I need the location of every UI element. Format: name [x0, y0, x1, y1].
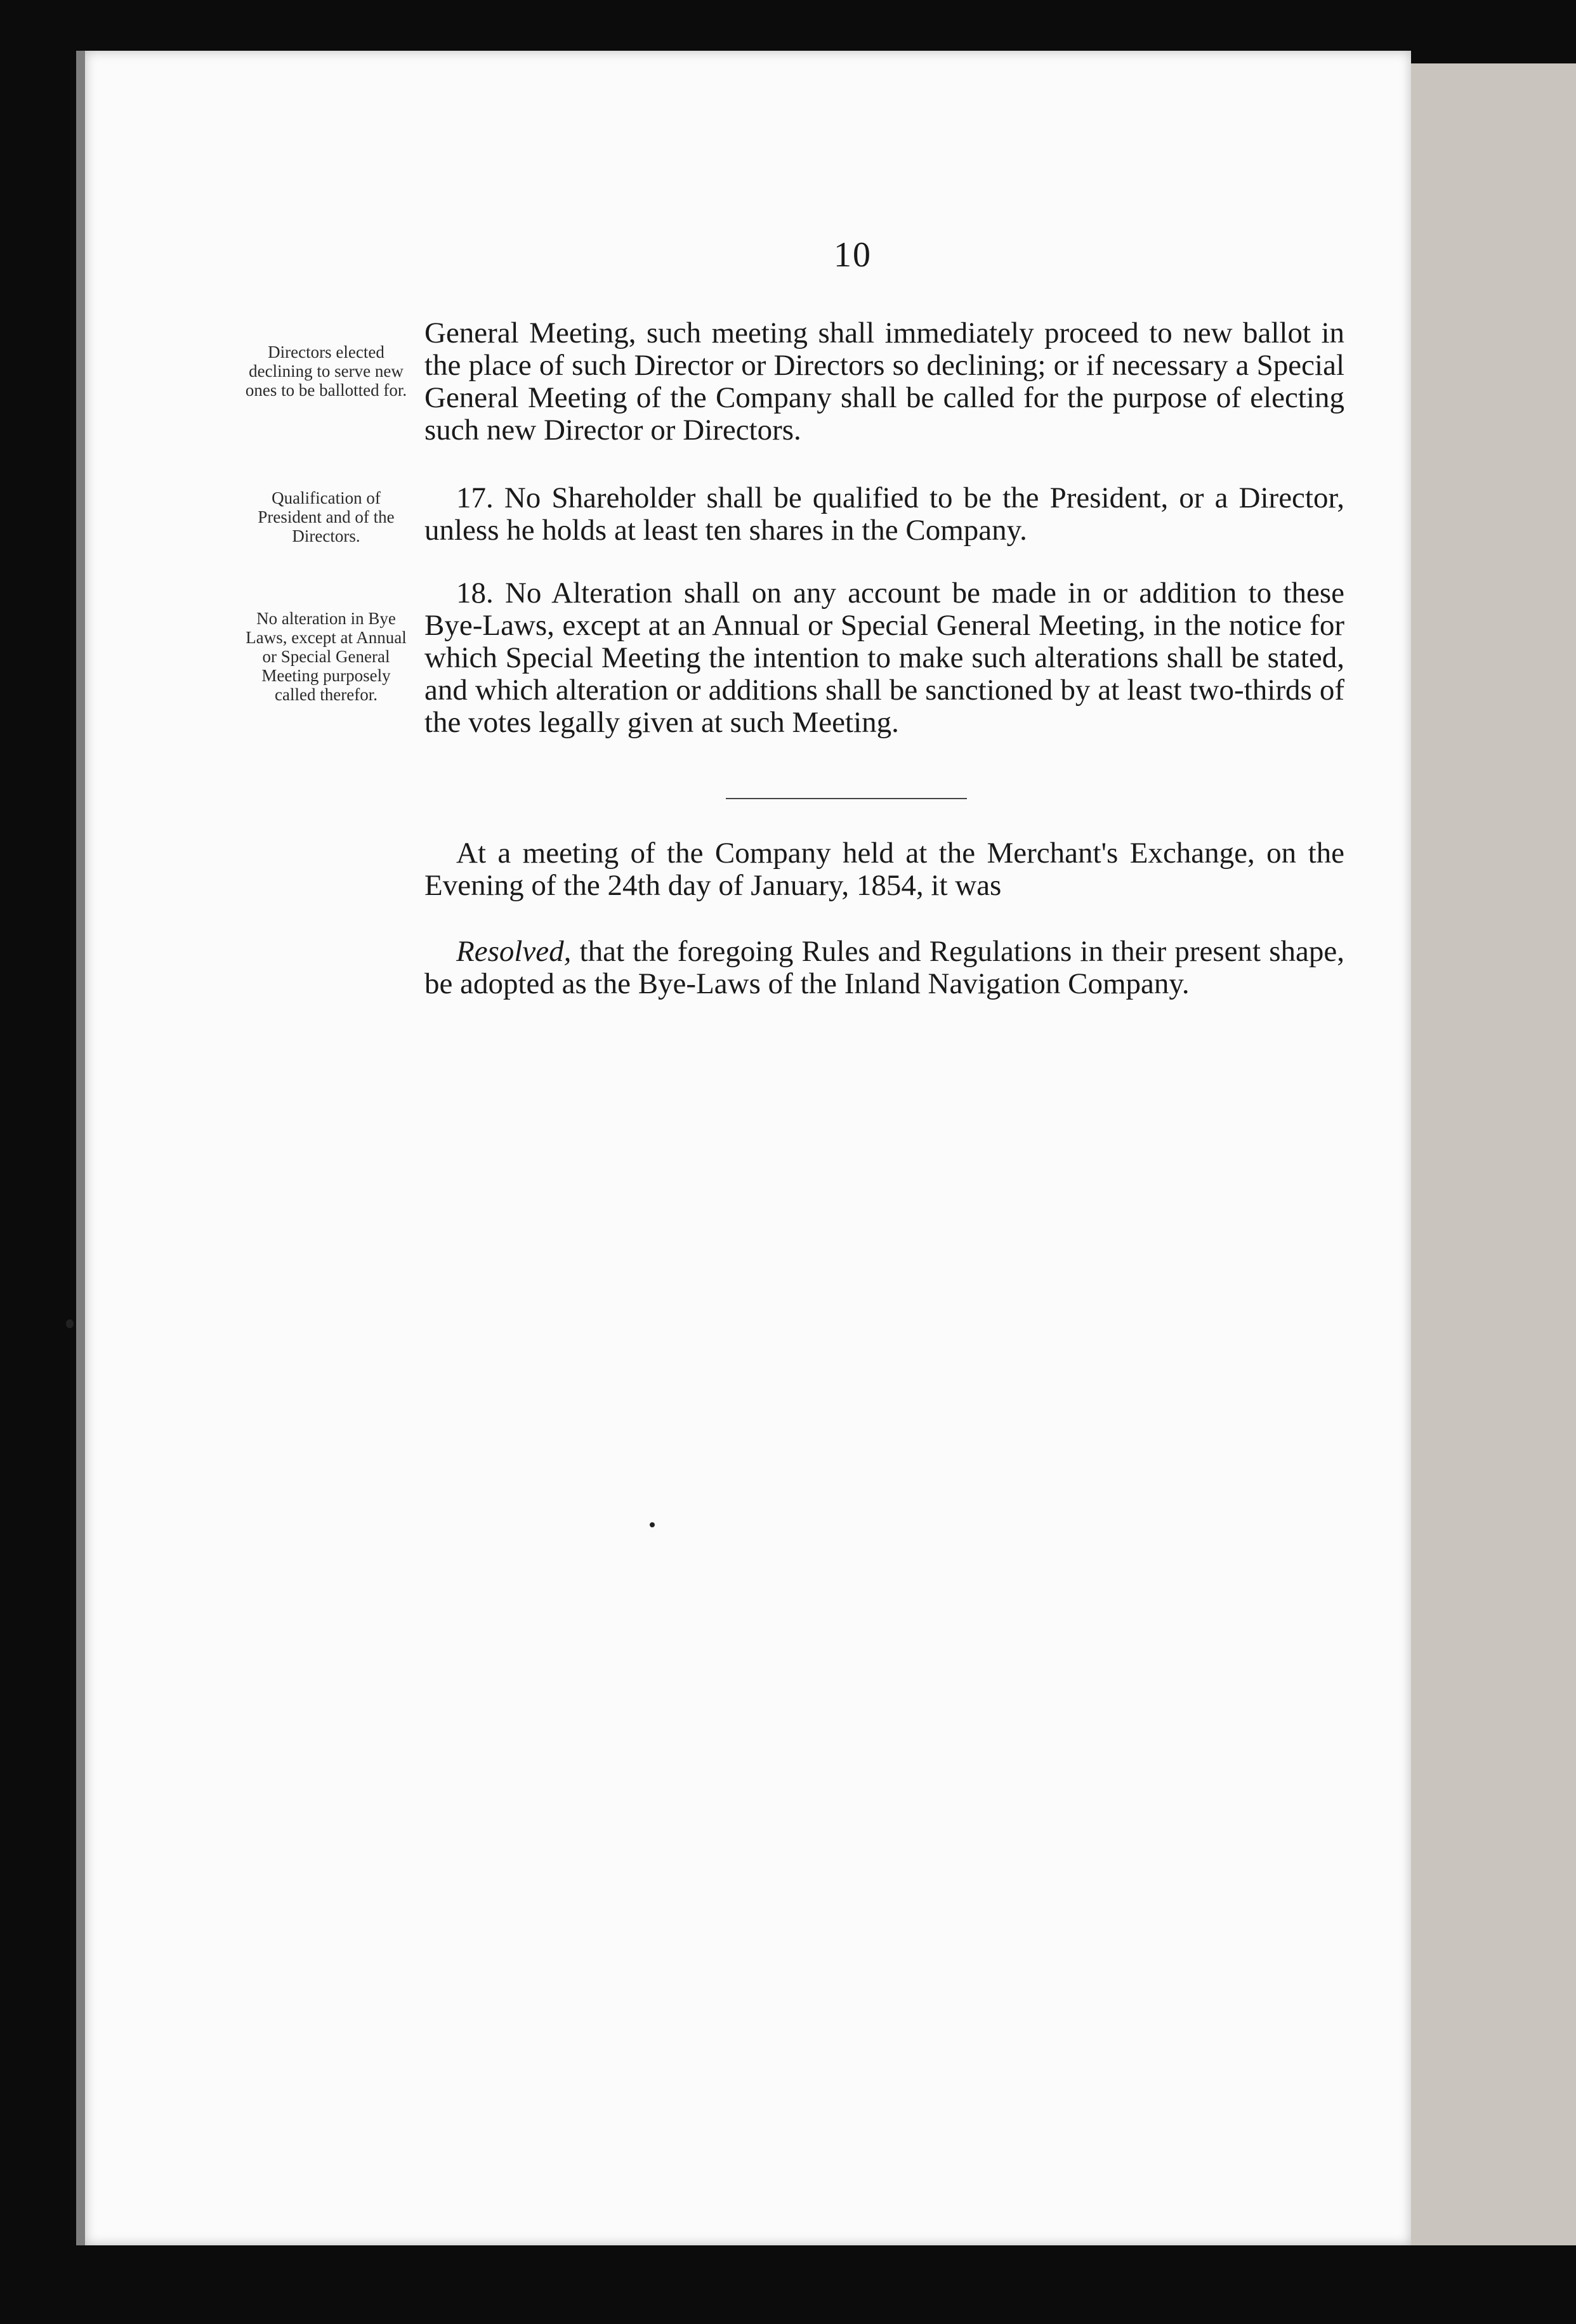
section-18-text: 18. No Alteration shall on any account be made in or addition to these Bye-Laws, except at an Annual or Special General Meeting, in the notice for which Special Meeting the intention to make such alterations shall be stated, and which alteration or additions shall be sanctioned by at least two-thirds of the votes legally given at such Meeting. — [424, 577, 1344, 739]
paragraph-general-meeting: General Meeting, such meeting shall immediately proceed to new ballot in the place of such Director or Directors so declining; or if necessary a Special General Meeting of the Company shall be called for the purpose of electing such new Director or Directors. — [424, 317, 1344, 447]
section-divider — [726, 798, 967, 799]
paragraph-meeting-intro — [424, 837, 1344, 902]
section-17-text: 17. No Shareholder shall be qualified to be the President, or a Director, unless he holds at least ten shares in the Company. — [424, 481, 1344, 547]
resolved-word: Resolved, — [456, 935, 572, 968]
resolution-text — [424, 936, 1344, 1000]
adjacent-page-edge — [1396, 63, 1576, 2245]
paragraph-section-18 — [424, 577, 1344, 739]
sidenote-qualification: Qualification of President and of the Directors. — [258, 488, 395, 545]
sidenote-no-alteration: No alteration in Bye Laws, except at Annual or Special General Meeting purposely called therefor. — [246, 609, 407, 704]
paper-speck — [66, 1319, 74, 1328]
paragraph-resolution — [424, 936, 1344, 1000]
document-page — [76, 51, 1411, 2245]
sidenote-directors-declining: Directors elected declining to serve new ones to be ballotted for. — [245, 343, 407, 400]
resolved-body: that the foregoing Rules and Regulations in their present shape, be adopted as the Bye-Laws of the Inland Navigation Company. — [424, 935, 1344, 1000]
paper-speck — [650, 1522, 655, 1527]
page-number: 10 — [834, 235, 872, 275]
paragraph-section-17 — [424, 482, 1344, 547]
meeting-intro-text: At a meeting of the Company held at the Merchant's Exchange, on the Evening of the 24th day of January, 1854, it was — [424, 837, 1344, 902]
